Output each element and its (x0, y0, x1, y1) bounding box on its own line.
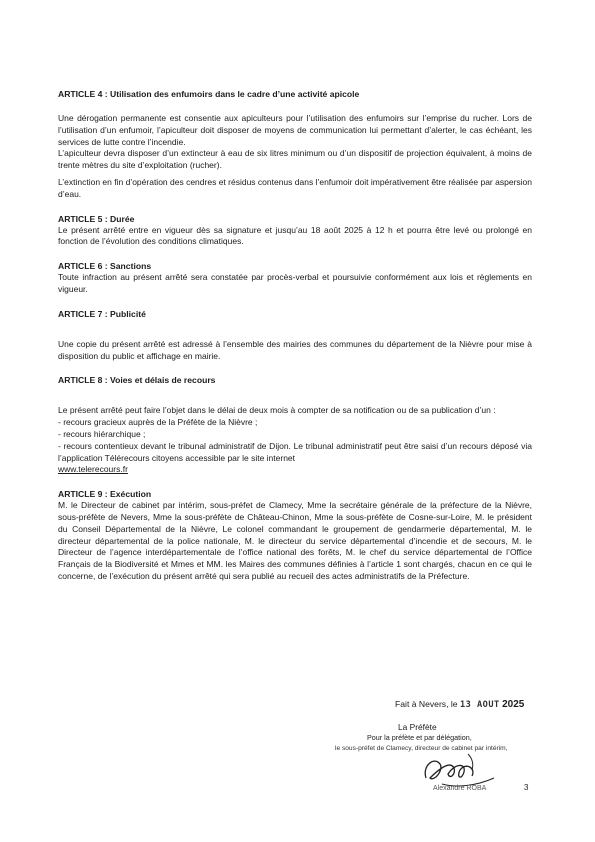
fait-a-label: Fait à Nevers, le (395, 699, 458, 709)
signatory-role: le sous-préfet de Clamecy, directeur de cabinet par intérim, (335, 745, 508, 752)
article-8-title: ARTICLE 8 : Voies et délais de recours (58, 375, 216, 386)
fait-a-line (395, 699, 524, 710)
document-body (58, 89, 532, 583)
article-9-title: ARTICLE 9 : Exécution (58, 489, 152, 500)
article-6-title: ARTICLE 6 : Sanctions (58, 261, 152, 272)
recours-list (58, 417, 532, 464)
article-5-title: ARTICLE 5 : Durée (58, 213, 135, 224)
delegation-line: Pour la préfète et par délégation, (367, 733, 472, 742)
article-5-paragraph: Le présent arrêté entre en vigueur dès sa signature et jusqu’au 18 août 2025 à 12 h et pourra être levé ou prolongé en fonction de l’évolution des conditions climatiques. (58, 224, 532, 247)
handwritten-signature (420, 748, 500, 790)
article-6-paragraph: Toute infraction au présent arrêté sera constatée par procès-verbal et poursuivie conformément aux lois et règlements en vigueur. (58, 272, 532, 294)
article-8-paragraph: Le présent arrêté peut faire l’objet dans le délai de deux mois à compter de sa notification ou de sa publication d’un : (58, 405, 496, 416)
article-7-paragraph: Une copie du présent arrêté est adressé à l’ensemble des mairies des communes du département de la Nièvre pour mise à disposition du public et affichage en mairie. (58, 338, 532, 361)
article-4-paragraph-2: L’apiculteur devra disposer d’un extincteur à eau de six litres minimum ou d’un dispositif de projection équivalent, à moins de trente mètres du site d’exploitation (rucher). (58, 148, 532, 171)
telerecours-link[interactable]: www.telerecours.fr (58, 464, 128, 475)
list-item: - recours contentieux devant le tribunal administratif de Dijon. Le tribunal administratif peut être saisi d’un recours déposé via l’application Télérecours citoyens accessible par le site internet (58, 440, 532, 463)
signatory-title: La Préfète (398, 722, 437, 732)
year-stamp: 2025 (502, 699, 525, 710)
article-9-paragraph: M. le Directeur de cabinet par intérim, sous-préfet de Clamecy, Mme la secrétaire générale de la préfecture de la Nièvre, sous-préfète de Nevers, Mme la sous-préfète de Château-Chinon, Mme la sous-préfète de Cosne-sur-Loire, M. le président du Conseil Départemental de la Nièvre, Le colonel commandant le groupement de gendarmerie départemental, M. le directeur départemental de la police nationale, M. le directeur du service départemental d’incendie et de secours, M. le Directeur de l’agence interdépartementale de l’office national des forêts, M. le chef du service départemental de l’Office Français de la Biodiversité et Mmes et MM. les Maires des communes définies à l’article 1 sont chargés, chacun en ce qui le concerne, de l’exécution du présent arrêté qui sera publié au recueil des actes administratifs de la Préfecture. (58, 500, 532, 581)
list-item: - recours hiérarchique ; (58, 428, 146, 439)
article-7-title: ARTICLE 7 : Publicité (58, 308, 146, 319)
page-number: 3 (524, 783, 529, 792)
article-4-paragraph-3: L’extinction en fin d’opération des cendres et résidus contenus dans l’enfumoir doit impérativement être réalisée par aspersion d’eau. (58, 176, 532, 199)
article-4-paragraph-1: Une dérogation permanente est consentie aux apiculteurs pour l’utilisation des enfumoirs sur l’emprise du rucher. Lors de l’utilisation d’un enfumoir, l’apiculteur doit disposer de moyens de communication lui permettant d’alerter, le cas échéant, les services de lutte contre l’incendie. (58, 113, 532, 147)
date-stamp: 13 AOUT (459, 700, 500, 710)
signatory-name: Alexandre ROBA (433, 785, 487, 792)
list-item: - recours gracieux auprès de la Préfète de la Nièvre ; (58, 417, 258, 428)
article-4-title: ARTICLE 4 : Utilisation des enfumoirs dans le cadre d’une activité apicole (58, 89, 360, 99)
